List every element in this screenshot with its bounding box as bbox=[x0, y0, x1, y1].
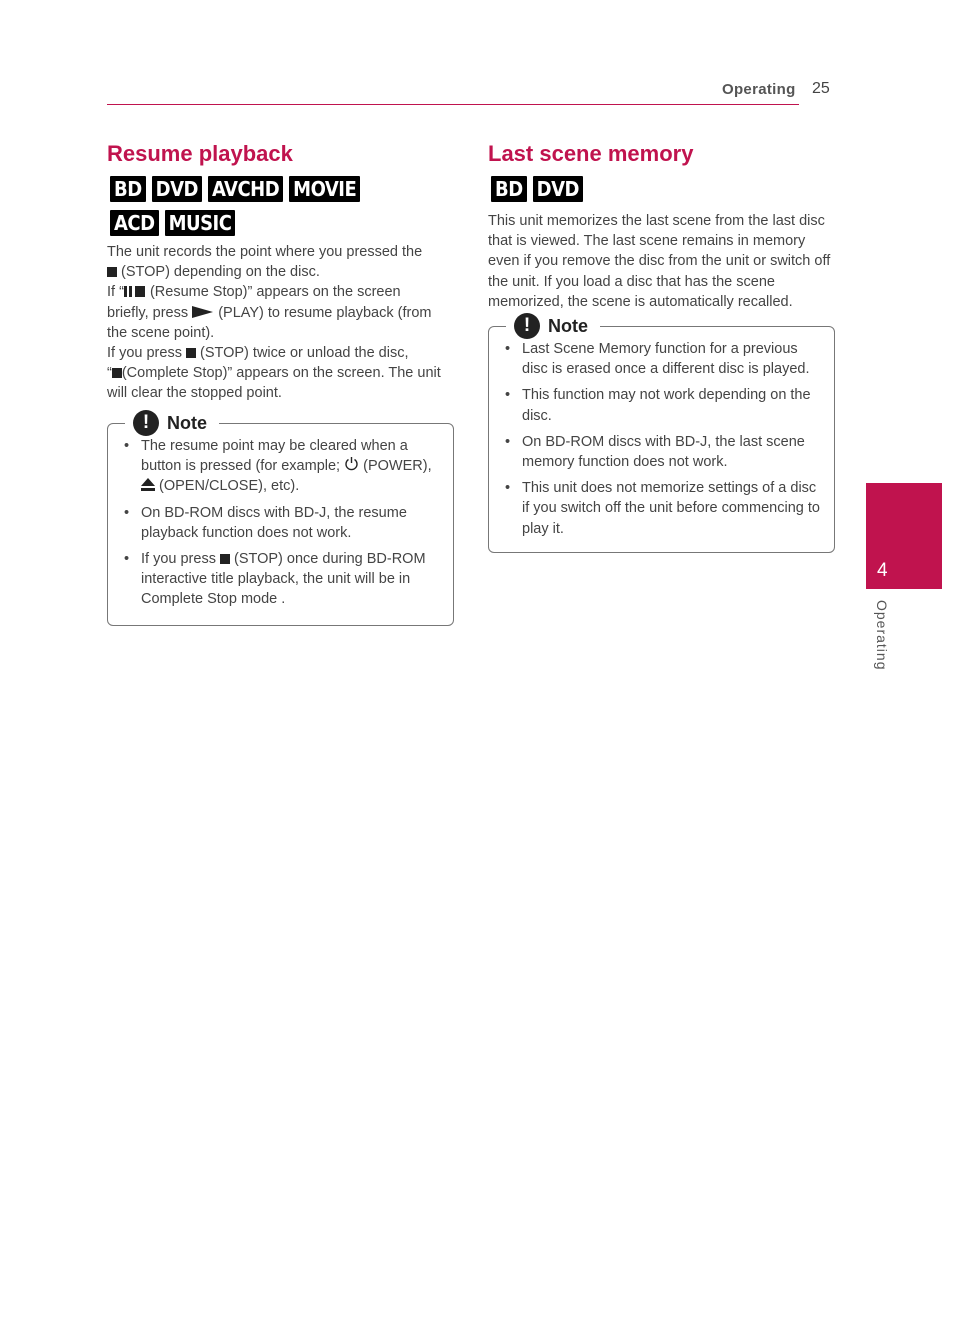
resume-stop-icon bbox=[124, 286, 146, 297]
exclamation-icon: ! bbox=[133, 410, 159, 436]
chapter-number: 4 bbox=[877, 560, 888, 581]
power-icon bbox=[344, 456, 359, 471]
chapter-label: Operating bbox=[874, 600, 890, 671]
last-scene-disc-badges bbox=[491, 176, 583, 202]
list-item: • This unit does not memorize settings of a disc if you switch off the unit before commencing to play it. bbox=[522, 478, 822, 539]
disc-badge-bd: BD bbox=[110, 176, 146, 202]
resume-text-2d: (PLAY) to resume playback (from bbox=[218, 304, 432, 321]
resume-text-1a: The unit records the point where you pressed the bbox=[107, 244, 423, 260]
resume-text-3c: “ bbox=[107, 365, 112, 382]
note-label: Note bbox=[548, 315, 588, 336]
disc-badge-dvd: DVD bbox=[533, 176, 583, 202]
list-item: • On BD-ROM discs with BD-J, the last scene memory function does not work. bbox=[522, 432, 822, 472]
resume-disc-badges bbox=[110, 176, 410, 236]
disc-badge-dvd: DVD bbox=[152, 176, 202, 202]
note-text: The resume point may be cleared when a bbox=[141, 438, 408, 454]
list-item: • Last Scene Memory function for a previous disc is erased once a different disc is played. bbox=[522, 339, 822, 379]
disc-badge-music: MUSIC bbox=[165, 210, 236, 236]
running-header-section: Operating bbox=[722, 81, 796, 98]
last-scene-memory-title: Last scene memory bbox=[488, 141, 694, 166]
resume-note-box bbox=[107, 412, 454, 626]
list-item bbox=[141, 549, 441, 610]
resume-text-3b: (STOP) twice or unload the disc, bbox=[200, 345, 409, 362]
resume-text-2e: the scene point). bbox=[107, 324, 215, 341]
resume-text-2b: (Resume Stop)” appears on the screen bbox=[149, 284, 401, 301]
eject-icon bbox=[141, 478, 155, 491]
resume-text-1b: (STOP) depending on the disc. bbox=[121, 264, 320, 281]
resume-text-2c: briefly, press bbox=[107, 304, 189, 321]
resume-note-list bbox=[141, 436, 441, 616]
stop-icon bbox=[186, 348, 196, 358]
note-text: (POWER), bbox=[363, 458, 432, 475]
stop-icon bbox=[220, 554, 230, 564]
resume-body bbox=[107, 242, 457, 404]
resume-text-2a: If “ bbox=[107, 284, 124, 301]
exclamation-icon: ! bbox=[514, 313, 540, 339]
resume-text-3e: will clear the stopped point. bbox=[107, 385, 282, 402]
resume-text-3d: (Complete Stop)” appears on the screen. The unit bbox=[121, 365, 441, 382]
resume-note-header bbox=[125, 409, 219, 437]
list-item bbox=[141, 436, 441, 497]
resume-text-3a: If you press bbox=[107, 345, 182, 362]
disc-badge-avchd: AVCHD bbox=[208, 176, 283, 202]
play-icon bbox=[192, 306, 214, 318]
note-label: Note bbox=[167, 412, 207, 433]
note-text: button is pressed (for example; bbox=[141, 458, 341, 475]
last-scene-note-box bbox=[488, 315, 835, 553]
note-text: If you press bbox=[141, 551, 216, 568]
last-scene-body: This unit memorizes the last scene from the last disc that is viewed. The last scene remains in memory even if you remove the disc from the unit or switch off the unit. If you load a disc that has the scene memorized, the scene is automatically recalled. bbox=[488, 213, 831, 310]
complete-stop-icon bbox=[112, 368, 122, 378]
note-text: (OPEN/CLOSE), etc). bbox=[159, 478, 300, 495]
list-item: • On BD-ROM discs with BD-J, the resume playback function does not work. bbox=[141, 503, 441, 543]
disc-badge-movie: MOVIE bbox=[289, 176, 360, 202]
disc-badge-acd: ACD bbox=[110, 210, 159, 236]
disc-badge-bd: BD bbox=[491, 176, 527, 202]
resume-playback-title: Resume playback bbox=[107, 141, 293, 166]
last-scene-note-header bbox=[506, 312, 600, 340]
list-item: • This function may not work depending on the disc. bbox=[522, 385, 822, 425]
last-scene-note-list bbox=[522, 339, 822, 545]
page-number: 25 bbox=[812, 80, 830, 97]
header-divider bbox=[107, 104, 799, 105]
note-text: (STOP) once during BD-ROM interactive title playback, the unit will be in Complete Stop mode . bbox=[141, 551, 426, 608]
stop-icon bbox=[107, 267, 117, 277]
